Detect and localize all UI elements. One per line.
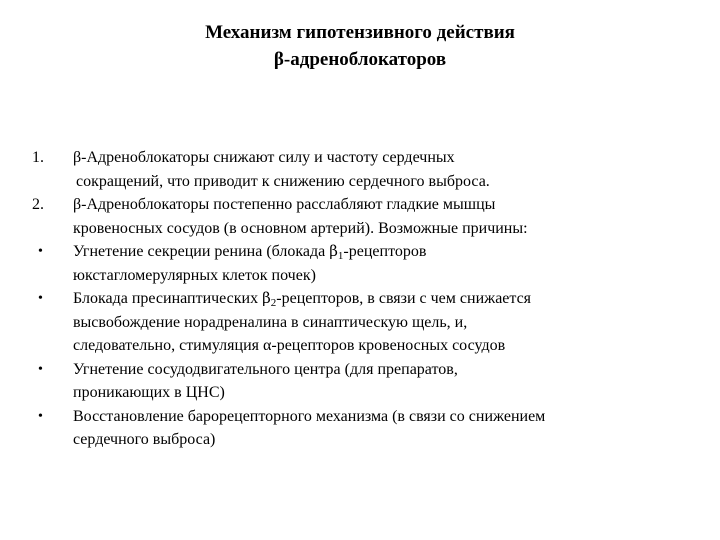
list-item-5 <box>0 358 720 405</box>
item-3-text-a: Угнетение секреции ренина (блокада <box>73 243 330 260</box>
item-6-line-1: Восстановление барорецепторного механизма (в связи со снижением <box>73 407 546 425</box>
list-item-1 <box>0 146 720 193</box>
title-line-1: Механизм гипотензивного действия <box>205 22 515 43</box>
item-3-line-2: юкстагломерулярных клеток почек) <box>73 266 316 284</box>
item-4-line-2: высвобождение норадреналина в синаптическую щель, и, <box>73 313 468 331</box>
item-4-line-3: следовательно, стимуляция α-рецепторов кровеносных сосудов <box>73 337 506 354</box>
list-marker-1: 1. <box>32 149 44 166</box>
mechanism-list <box>0 146 720 452</box>
beta-subscript: 1 <box>337 250 344 262</box>
list-item-4 <box>0 287 720 358</box>
list-item-2 <box>0 193 720 240</box>
item-5-line-2: проникающих в ЦНС) <box>73 384 225 401</box>
item-4-line-1 <box>73 287 680 311</box>
beta-symbol: β <box>329 242 338 260</box>
item-2-line-1: β-Адреноблокаторы постепенно расслабляют гладкие мышцы <box>73 196 496 213</box>
slide-title <box>0 19 720 73</box>
list-item-3 <box>0 240 720 287</box>
bullet-marker-3: • <box>38 244 43 259</box>
beta-symbol: β <box>262 289 271 307</box>
item-3-text-b: -рецепторов <box>343 243 427 260</box>
bullet-marker-6: • <box>38 408 43 424</box>
item-3-line-1 <box>73 240 680 264</box>
item-6-line-2: сердечного выброса) <box>73 431 216 448</box>
item-4-text-a: Блокада пресинаптических <box>73 290 263 307</box>
list-item-6 <box>0 405 720 452</box>
beta-subscript: 2 <box>270 297 277 309</box>
item-1-line-2: сокращений, что приводит к снижению сердечного выброса. <box>76 172 490 190</box>
item-5-line-1: Угнетение сосудодвигательного центра (для препаратов, <box>73 360 458 378</box>
bullet-marker-5: • <box>38 361 43 377</box>
item-1-line-1: β-Адреноблокаторы снижают силу и частоту сердечных <box>73 149 455 166</box>
title-line-2: β-адреноблокаторов <box>273 49 447 70</box>
item-4-text-b: -рецепторов, в связи с чем снижается <box>276 290 532 307</box>
list-marker-2: 2. <box>32 196 44 213</box>
bullet-marker-4: • <box>38 291 43 306</box>
item-2-line-2: кровеносных сосудов (в основном артерий). Возможные причины: <box>73 219 528 237</box>
